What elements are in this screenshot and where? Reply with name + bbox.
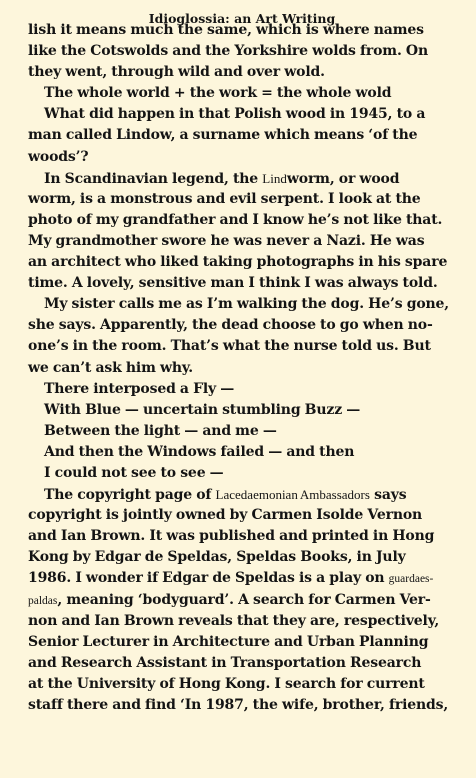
text-line: like the Cotswolds and the Yorkshire wolds from. On [28, 43, 428, 60]
text-line: we can’t ask him why. [28, 359, 194, 376]
text-line [28, 168, 456, 189]
text-line: My sister calls me as I’m walking the dog. He’s gone, [44, 296, 450, 313]
text-line: man called Lindow, a surname which means ‘of the [28, 127, 418, 144]
body-text [28, 20, 456, 716]
text-line: The whole world + the work = the whole wold [44, 85, 392, 102]
text-line: lish it means much the same, which is where names [28, 22, 424, 38]
text-line: photo of my grandfather and I know he’s not like that. [28, 211, 443, 228]
text-line: worm, is a monstrous and evil serpent. I look at the [28, 190, 421, 207]
text-line [28, 484, 456, 505]
text-run: 1986. I wonder if Edgar de Speldas is a play on [28, 570, 389, 587]
text-line: she says. Apparently, the dead choose to go when no- [28, 317, 433, 334]
text-line: one’s in the room. That’s what the nurse told us. But [28, 338, 431, 355]
text-line: non and Ian Brown reveals that they are, respectively, [28, 612, 440, 629]
foreign-term: paldas [28, 594, 58, 607]
text-line [28, 568, 456, 589]
text-line: Senior Lecturer in Architecture and Urban Planning [28, 633, 429, 650]
text-run: The copyright page of [44, 487, 216, 504]
text-line: and Ian Brown. It was published and printed in Hong [28, 528, 435, 545]
poem-line: There interposed a Fly — [44, 380, 235, 397]
text-line: at the University of Hong Kong. I search for current [28, 675, 425, 692]
text-line: and Research Assistant in Transportation Research [28, 654, 422, 671]
foreign-term: guardaes- [388, 573, 434, 586]
text-run: , meaning ‘bodyguard’. A search for Carmen Ver- [57, 591, 431, 608]
text-run: says [369, 487, 407, 504]
text-line: they went, through wild and over wold. [28, 64, 325, 81]
text-line: an architect who liked taking photographs in his spare [28, 254, 448, 271]
running-head: Idioglossia: an Art Writing [148, 11, 336, 26]
text-line: My grandmother swore he was never a Nazi. He was [28, 232, 425, 249]
book-title: Lacedaemonian Ambassadors [215, 487, 370, 503]
poem-line: Between the light — and me — [44, 422, 277, 439]
text-run: In Scandinavian legend, the [44, 170, 263, 187]
text-run: worm, or wood [286, 170, 400, 187]
text-line [28, 590, 456, 611]
text-line: Kong by Edgar de Speldas, Speldas Books, in July [28, 549, 406, 566]
text-line: time. A lovely, sensitive man I think I was always told. [28, 275, 438, 292]
poem-line: With Blue — uncertain stumbling Buzz — [44, 401, 361, 418]
poem-line: I could not see to see — [44, 464, 224, 481]
poem-line: And then the Windows failed — and then [44, 443, 355, 460]
text-line: woods’? [28, 148, 89, 165]
inline-term: Lind [262, 170, 287, 186]
text-line: What did happen in that Polish wood in 1945, to a [44, 106, 426, 123]
text-line: copyright is jointly owned by Carmen Isolde Vernon [28, 507, 423, 524]
text-line: staff there and find ‘In 1987, the wife, brother, friends, [28, 697, 449, 713]
